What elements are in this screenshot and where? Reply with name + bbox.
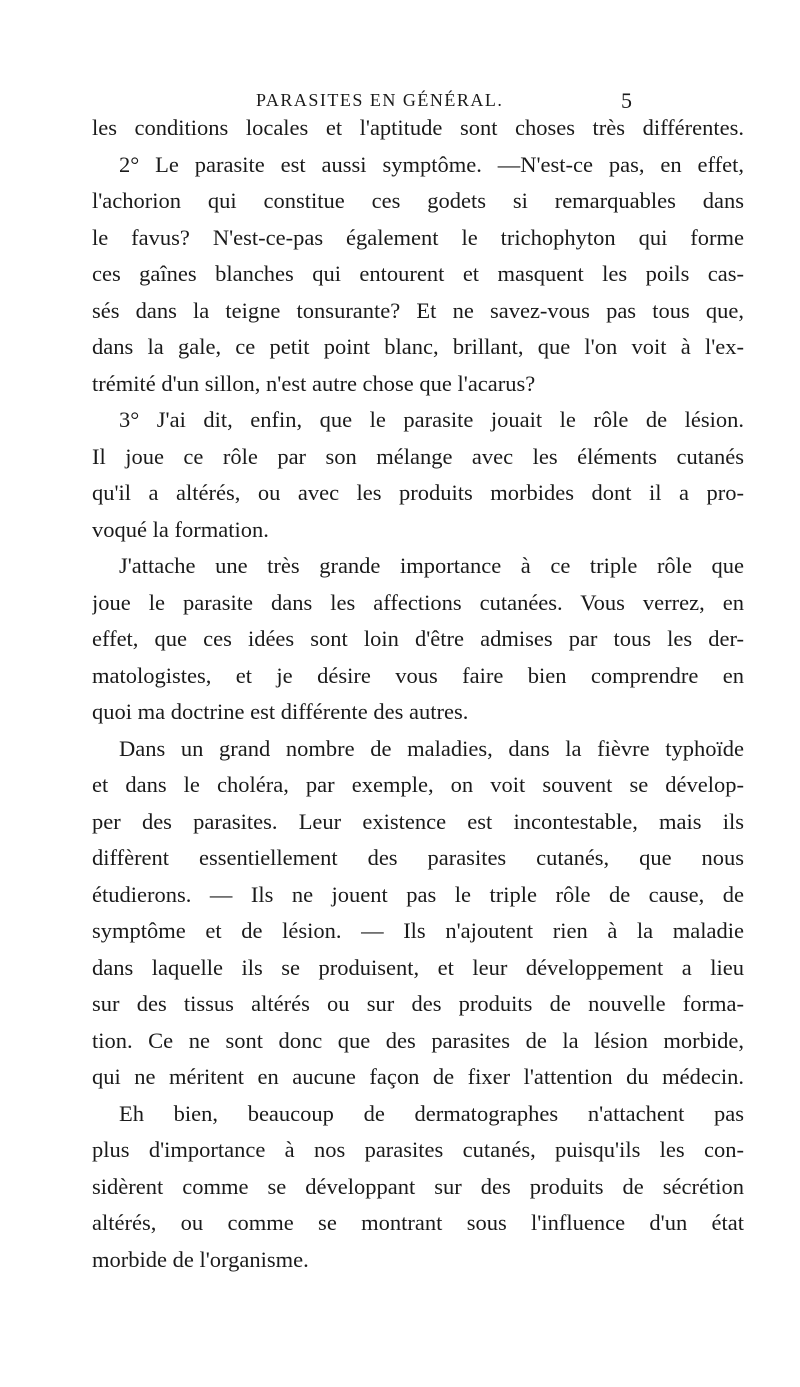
text-line: morbide de l'organisme.: [92, 1246, 309, 1272]
text-line: sidèrent comme se développant sur des produits de sécrétion: [92, 1173, 744, 1199]
text-line: étudierons. — Ils ne jouent pas le triple rôle de cause, de: [92, 881, 744, 907]
running-title: PARASITES EN GÉNÉRAL.: [256, 90, 504, 110]
text-line: Dans un grand nombre de maladies, dans la fièvre typhoïde: [119, 735, 744, 761]
text-line: matologistes, et je désire vous faire bien comprendre en: [92, 662, 744, 688]
text-line: dans laquelle ils se produisent, et leur développement a lieu: [92, 954, 744, 980]
text-line: symptôme et de lésion. — Ils n'ajoutent rien à la maladie: [92, 918, 744, 943]
text-line: sés dans la teigne tonsurante? Et ne savez-vous pas tous que,: [92, 297, 744, 323]
text-line: le favus? N'est-ce-pas également le trichophyton qui forme: [92, 224, 744, 250]
text-line: qu'il a altérés, ou avec les produits morbides dont il a pro-: [92, 480, 744, 505]
text-line: per des parasites. Leur existence est incontestable, mais ils: [92, 808, 744, 834]
text-line: les conditions locales et l'aptitude sont choses très différentes.: [92, 115, 744, 140]
text-line: J'attache une très grande importance à ce triple rôle que: [119, 553, 744, 578]
text-line: Il joue ce rôle par son mélange avec les éléments cutanés: [92, 443, 744, 469]
text-line: Eh bien, beaucoup de dermatographes n'attachent pas: [119, 1100, 744, 1126]
text-line: effet, que ces idées sont loin d'être admises par tous les der-: [92, 626, 744, 651]
page-number: 5: [621, 88, 632, 113]
text-line: sur des tissus altérés ou sur des produits de nouvelle forma-: [92, 991, 744, 1016]
text-line: diffèrent essentiellement des parasites cutanés, que nous: [92, 845, 744, 870]
text-line: qui ne méritent en aucune façon de fixer l'attention du médecin.: [92, 1064, 744, 1089]
text-line: altérés, ou comme se montrant sous l'influence d'un état: [92, 1210, 744, 1235]
text-line: ces gaînes blanches qui entourent et masquent les poils cas-: [92, 261, 744, 286]
text-line: tion. Ce ne sont donc que des parasites de la lésion morbide,: [92, 1027, 744, 1053]
text-line: dans la gale, ce petit point blanc, brillant, que l'on voit à l'ex-: [92, 334, 744, 359]
text-line: et dans le choléra, par exemple, on voit souvent se dévelop-: [92, 772, 744, 797]
text-line: quoi ma doctrine est différente des autres.: [92, 699, 469, 724]
text-line: l'achorion qui constitue ces godets si remarquables dans: [92, 188, 744, 213]
text-line: voqué la formation.: [92, 516, 269, 542]
text-line: trémité d'un sillon, n'est autre chose que l'acarus?: [92, 370, 536, 396]
text-line: plus d'importance à nos parasites cutanés, puisqu'ils les con-: [92, 1137, 744, 1162]
text-line: 3° J'ai dit, enfin, que le parasite jouait le rôle de lésion.: [119, 407, 744, 432]
text-line: 2° Le parasite est aussi symptôme. —N'est-ce pas, en effet,: [119, 151, 744, 177]
text-line: joue le parasite dans les affections cutanées. Vous verrez, en: [92, 589, 744, 615]
body-text: [92, 110, 744, 1278]
